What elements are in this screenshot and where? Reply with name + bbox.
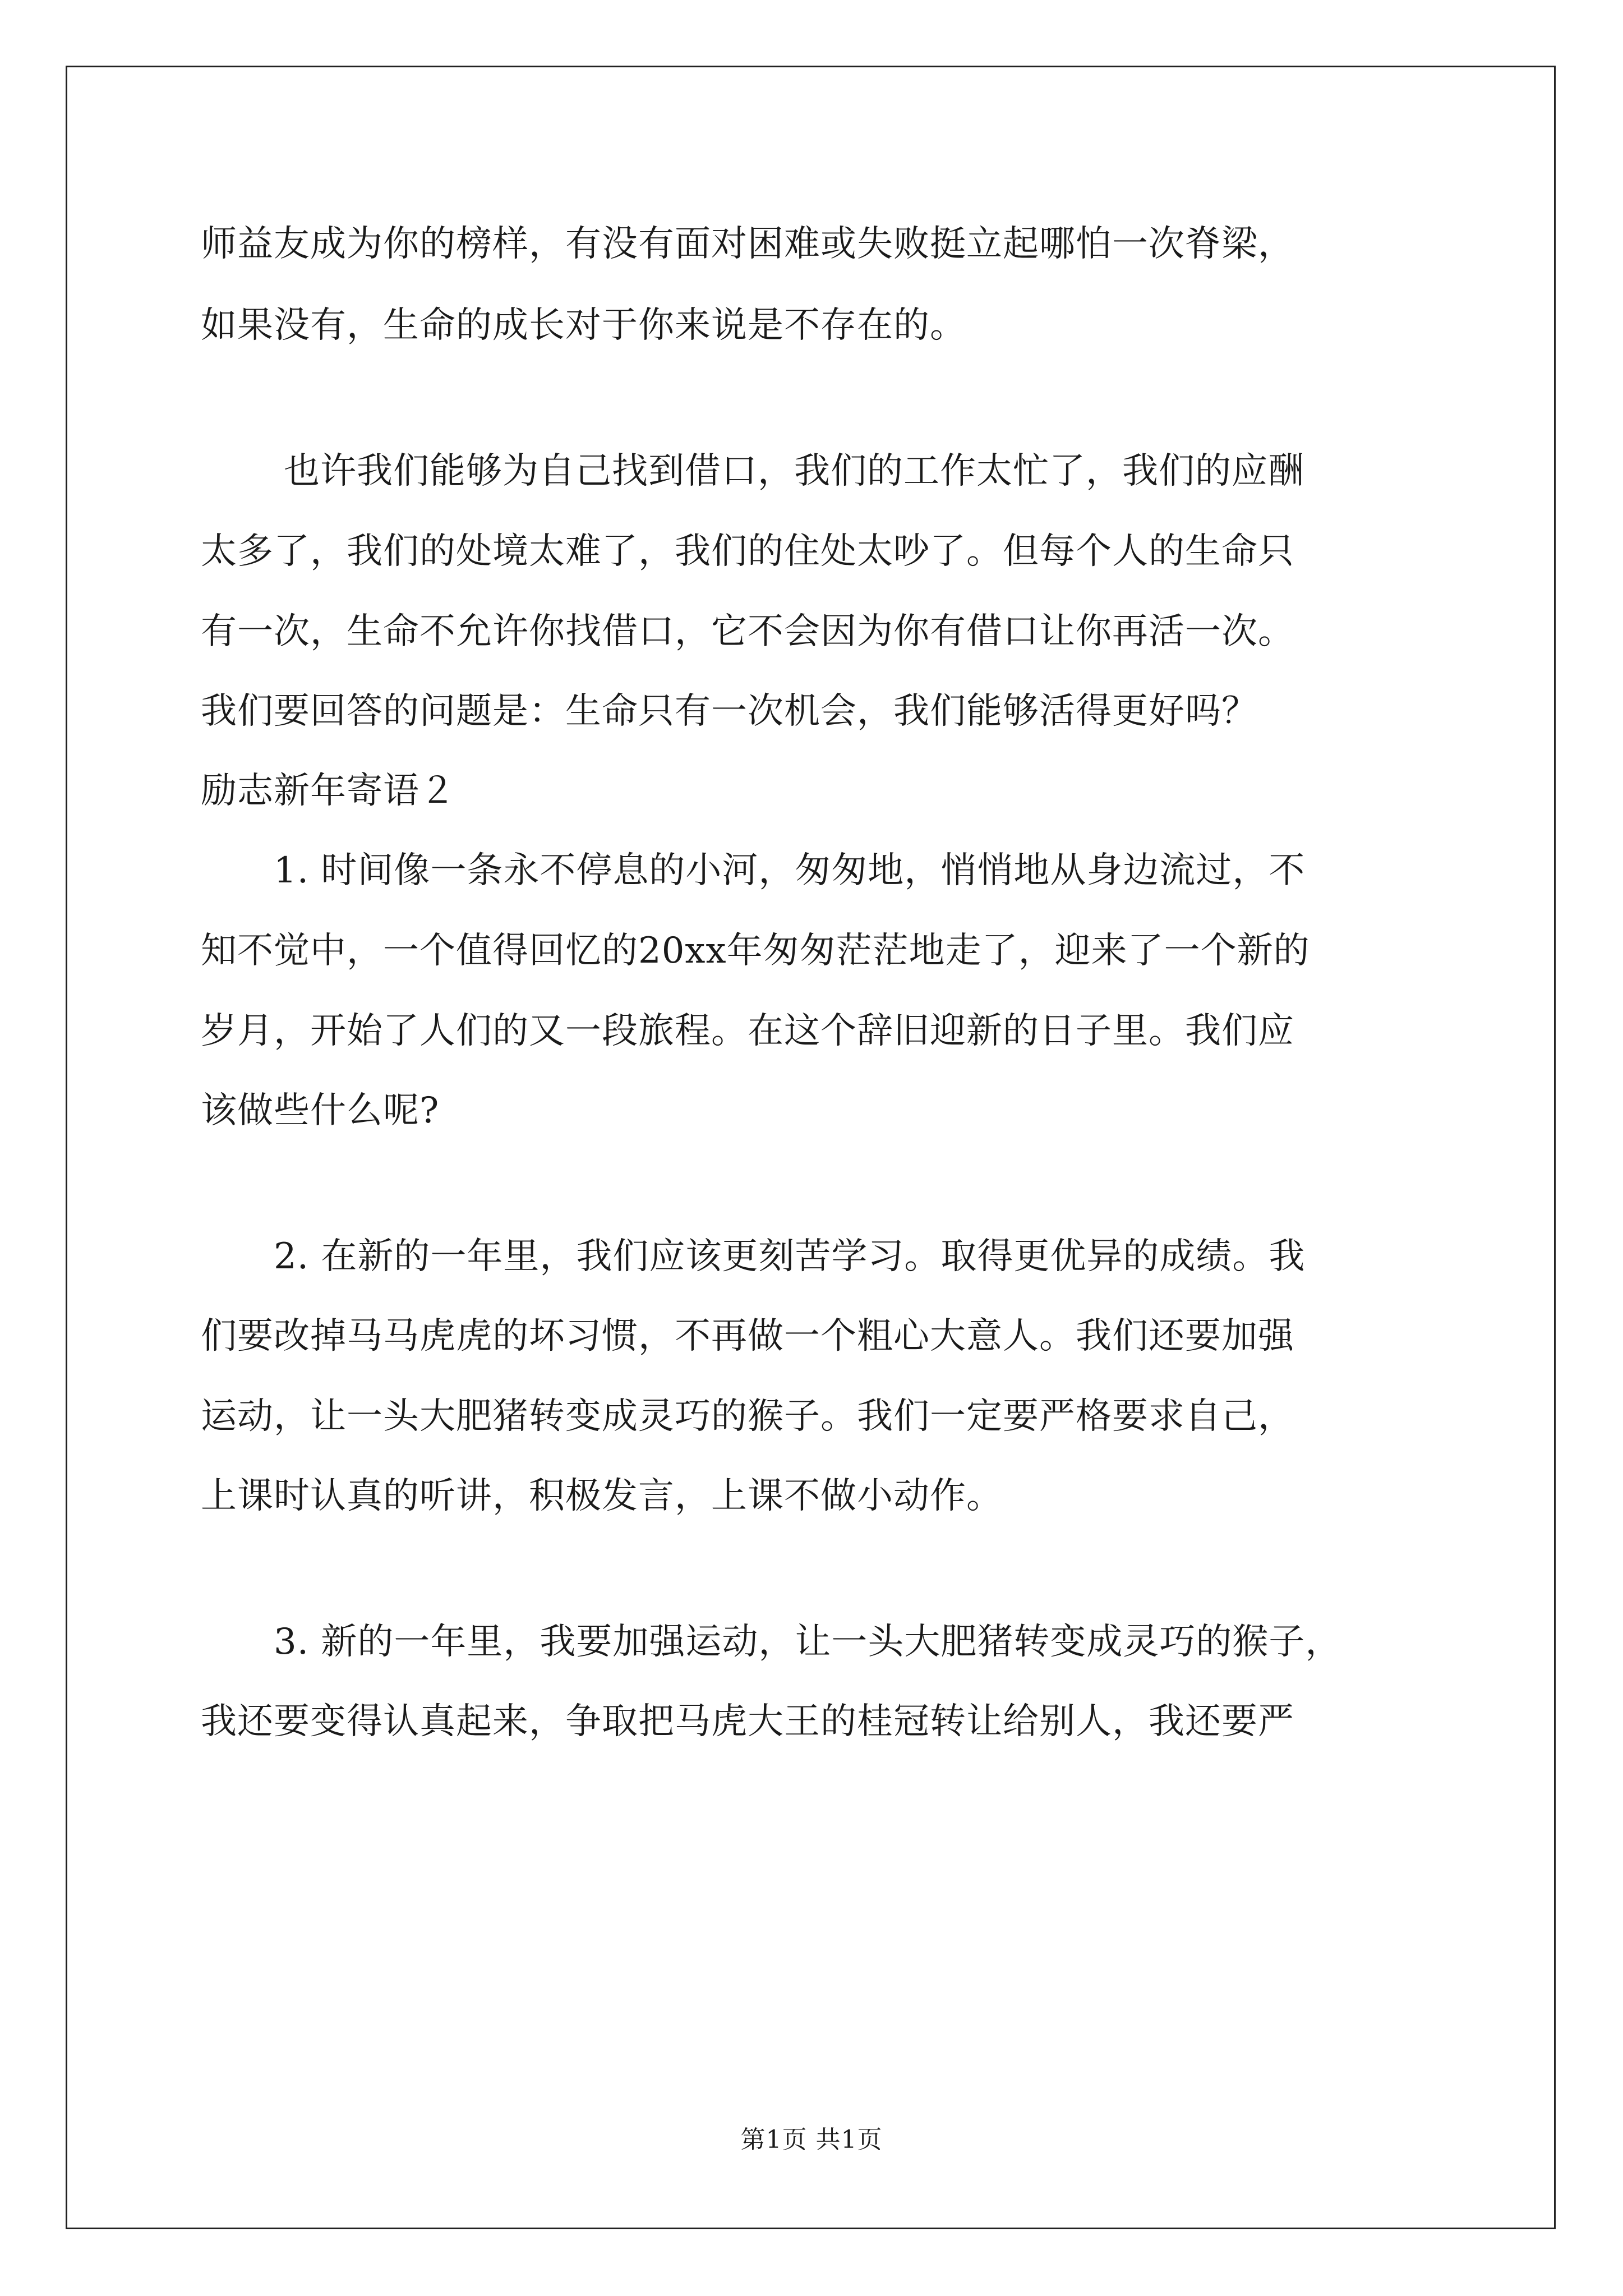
- paragraph-line: 有一次，生命不允许你找借口，它不会因为你有借口让你再活一次。: [201, 611, 1294, 652]
- paragraph-line: 2. 在新的一年里，我们应该更刻苦学习。取得更优异的成绩。我: [274, 1236, 1306, 1277]
- paragraph-line: 太多了，我们的处境太难了，我们的住处太吵了。但每个人的生命只: [201, 531, 1294, 572]
- paragraph-line: 知不觉中，一个值得回忆的20xx年匆匆茫茫地走了，迎来了一个新的: [201, 930, 1310, 972]
- paragraph-line: 我还要变得认真起来，争取把马虎大王的桂冠转让给别人，我还要严: [201, 1701, 1294, 1742]
- page-border: [66, 66, 1556, 2229]
- paragraph-line: 岁月，开始了人们的又一段旅程。在这个辞旧迎新的日子里。我们应: [201, 1010, 1294, 1052]
- section-heading: 励志新年寄语２: [201, 770, 456, 812]
- paragraph-line: 1. 时间像一条永不停息的小河，匆匆地，悄悄地从身边流过，不: [274, 850, 1306, 891]
- paragraph-line: 上课时认真的听讲，积极发言，上课不做小动作。: [201, 1475, 1003, 1517]
- paragraph-line: 们要改掉马马虎虎的坏习惯，不再做一个粗心大意人。我们还要加强: [201, 1315, 1294, 1357]
- paragraph-line: 如果没有，生命的成长对于你来说是不存在的。: [201, 305, 966, 346]
- paragraph-line: 我们要回答的问题是：生命只有一次机会，我们能够活得更好吗？: [201, 691, 1258, 732]
- paragraph-line: 也许我们能够为自己找到借口，我们的工作太忙了，我们的应酬: [284, 450, 1304, 492]
- page-number-footer: 第1页 共1页: [740, 2125, 883, 2154]
- paragraph-line: 3. 新的一年里，我要加强运动，让一头大肥猪转变成灵巧的猴子，: [274, 1621, 1342, 1663]
- paragraph-line: 运动，让一头大肥猪转变成灵巧的猴子。我们一定要严格要求自己，: [201, 1396, 1294, 1437]
- paragraph-line: 该做些什么呢?: [201, 1090, 440, 1131]
- paragraph-line: 师益友成为你的榜样，有没有面对困难或失败挺立起哪怕一次脊梁，: [201, 223, 1294, 265]
